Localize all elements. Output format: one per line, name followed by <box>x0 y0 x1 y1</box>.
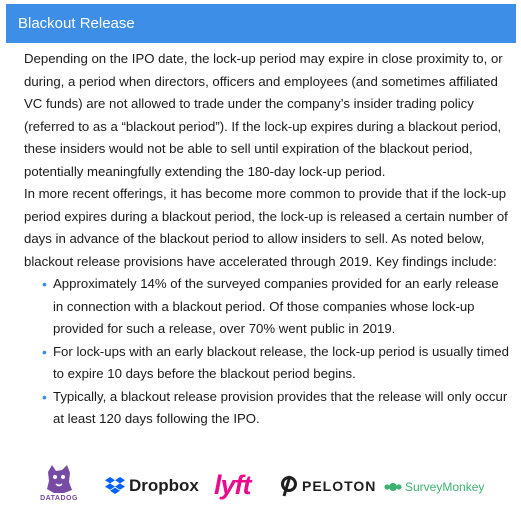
dropbox-logo <box>104 473 199 499</box>
list-item-text: Typically, a blackout release provision provides that the release will only occur at least 120 days following the IPO. <box>53 388 508 426</box>
paragraph-recent-offerings: In more recent offerings, it has become more common to provide that if the lock-up period expires during a blackout period, the lock-up is released a certain number of days in advance of the blackout period to allow insiders to sell. As noted below, blackout release provisions have accelerated through 2019. Key findings include: <box>24 186 508 269</box>
list-item <box>44 341 510 386</box>
peloton-p-icon <box>278 475 298 497</box>
paragraph-intro: Depending on the IPO date, the lock-up period may expire in close proximity to, or during, a period when directors, officers and employees (and sometimes affiliated VC funds) are not allowed to trade under the company’s insider trading policy (referred to as a “blackout period”). If the lock-up expires during a blackout period, these insiders would not be able to sell until expiration of the blackout period, potentially meaningfully extending the 180-day lock-up period. <box>24 51 503 179</box>
dropbox-wordmark: Dropbox <box>129 476 199 495</box>
bullet-icon: • <box>42 343 47 360</box>
list-item <box>44 386 510 431</box>
bullet-icon: • <box>42 276 47 292</box>
surveymonkey-icon <box>384 481 402 493</box>
surveymonkey-logo <box>384 477 484 497</box>
datadog-logo <box>38 462 80 506</box>
body-text <box>24 48 510 431</box>
list-item-text: For lock-ups with an early blackout release, the lock-up period is usually timed to expire 10 days before the blackout period begins. <box>53 343 509 381</box>
datadog-dog-icon <box>42 462 76 496</box>
lyft-wordmark: lyft <box>214 469 251 500</box>
surveymonkey-wordmark: SurveyMonkey <box>405 480 485 494</box>
datadog-wordmark: DATADOG <box>40 495 78 502</box>
section-header <box>6 4 516 43</box>
list-item-text: Approximately 14% of the surveyed companies provided for an early release in connection with a blackout period. Of those companies whose lock-up provided for such a release, over 70% went public in 2019. <box>53 276 499 336</box>
bullet-icon: • <box>42 388 47 405</box>
dropbox-box-icon <box>104 476 126 496</box>
peloton-wordmark: PELOTON <box>302 478 377 494</box>
list-item <box>44 273 510 341</box>
company-logos-row <box>38 462 488 508</box>
section-title: Blackout Release <box>18 15 135 32</box>
key-findings-list <box>24 273 510 431</box>
lyft-logo <box>214 469 251 501</box>
peloton-logo <box>278 474 376 498</box>
